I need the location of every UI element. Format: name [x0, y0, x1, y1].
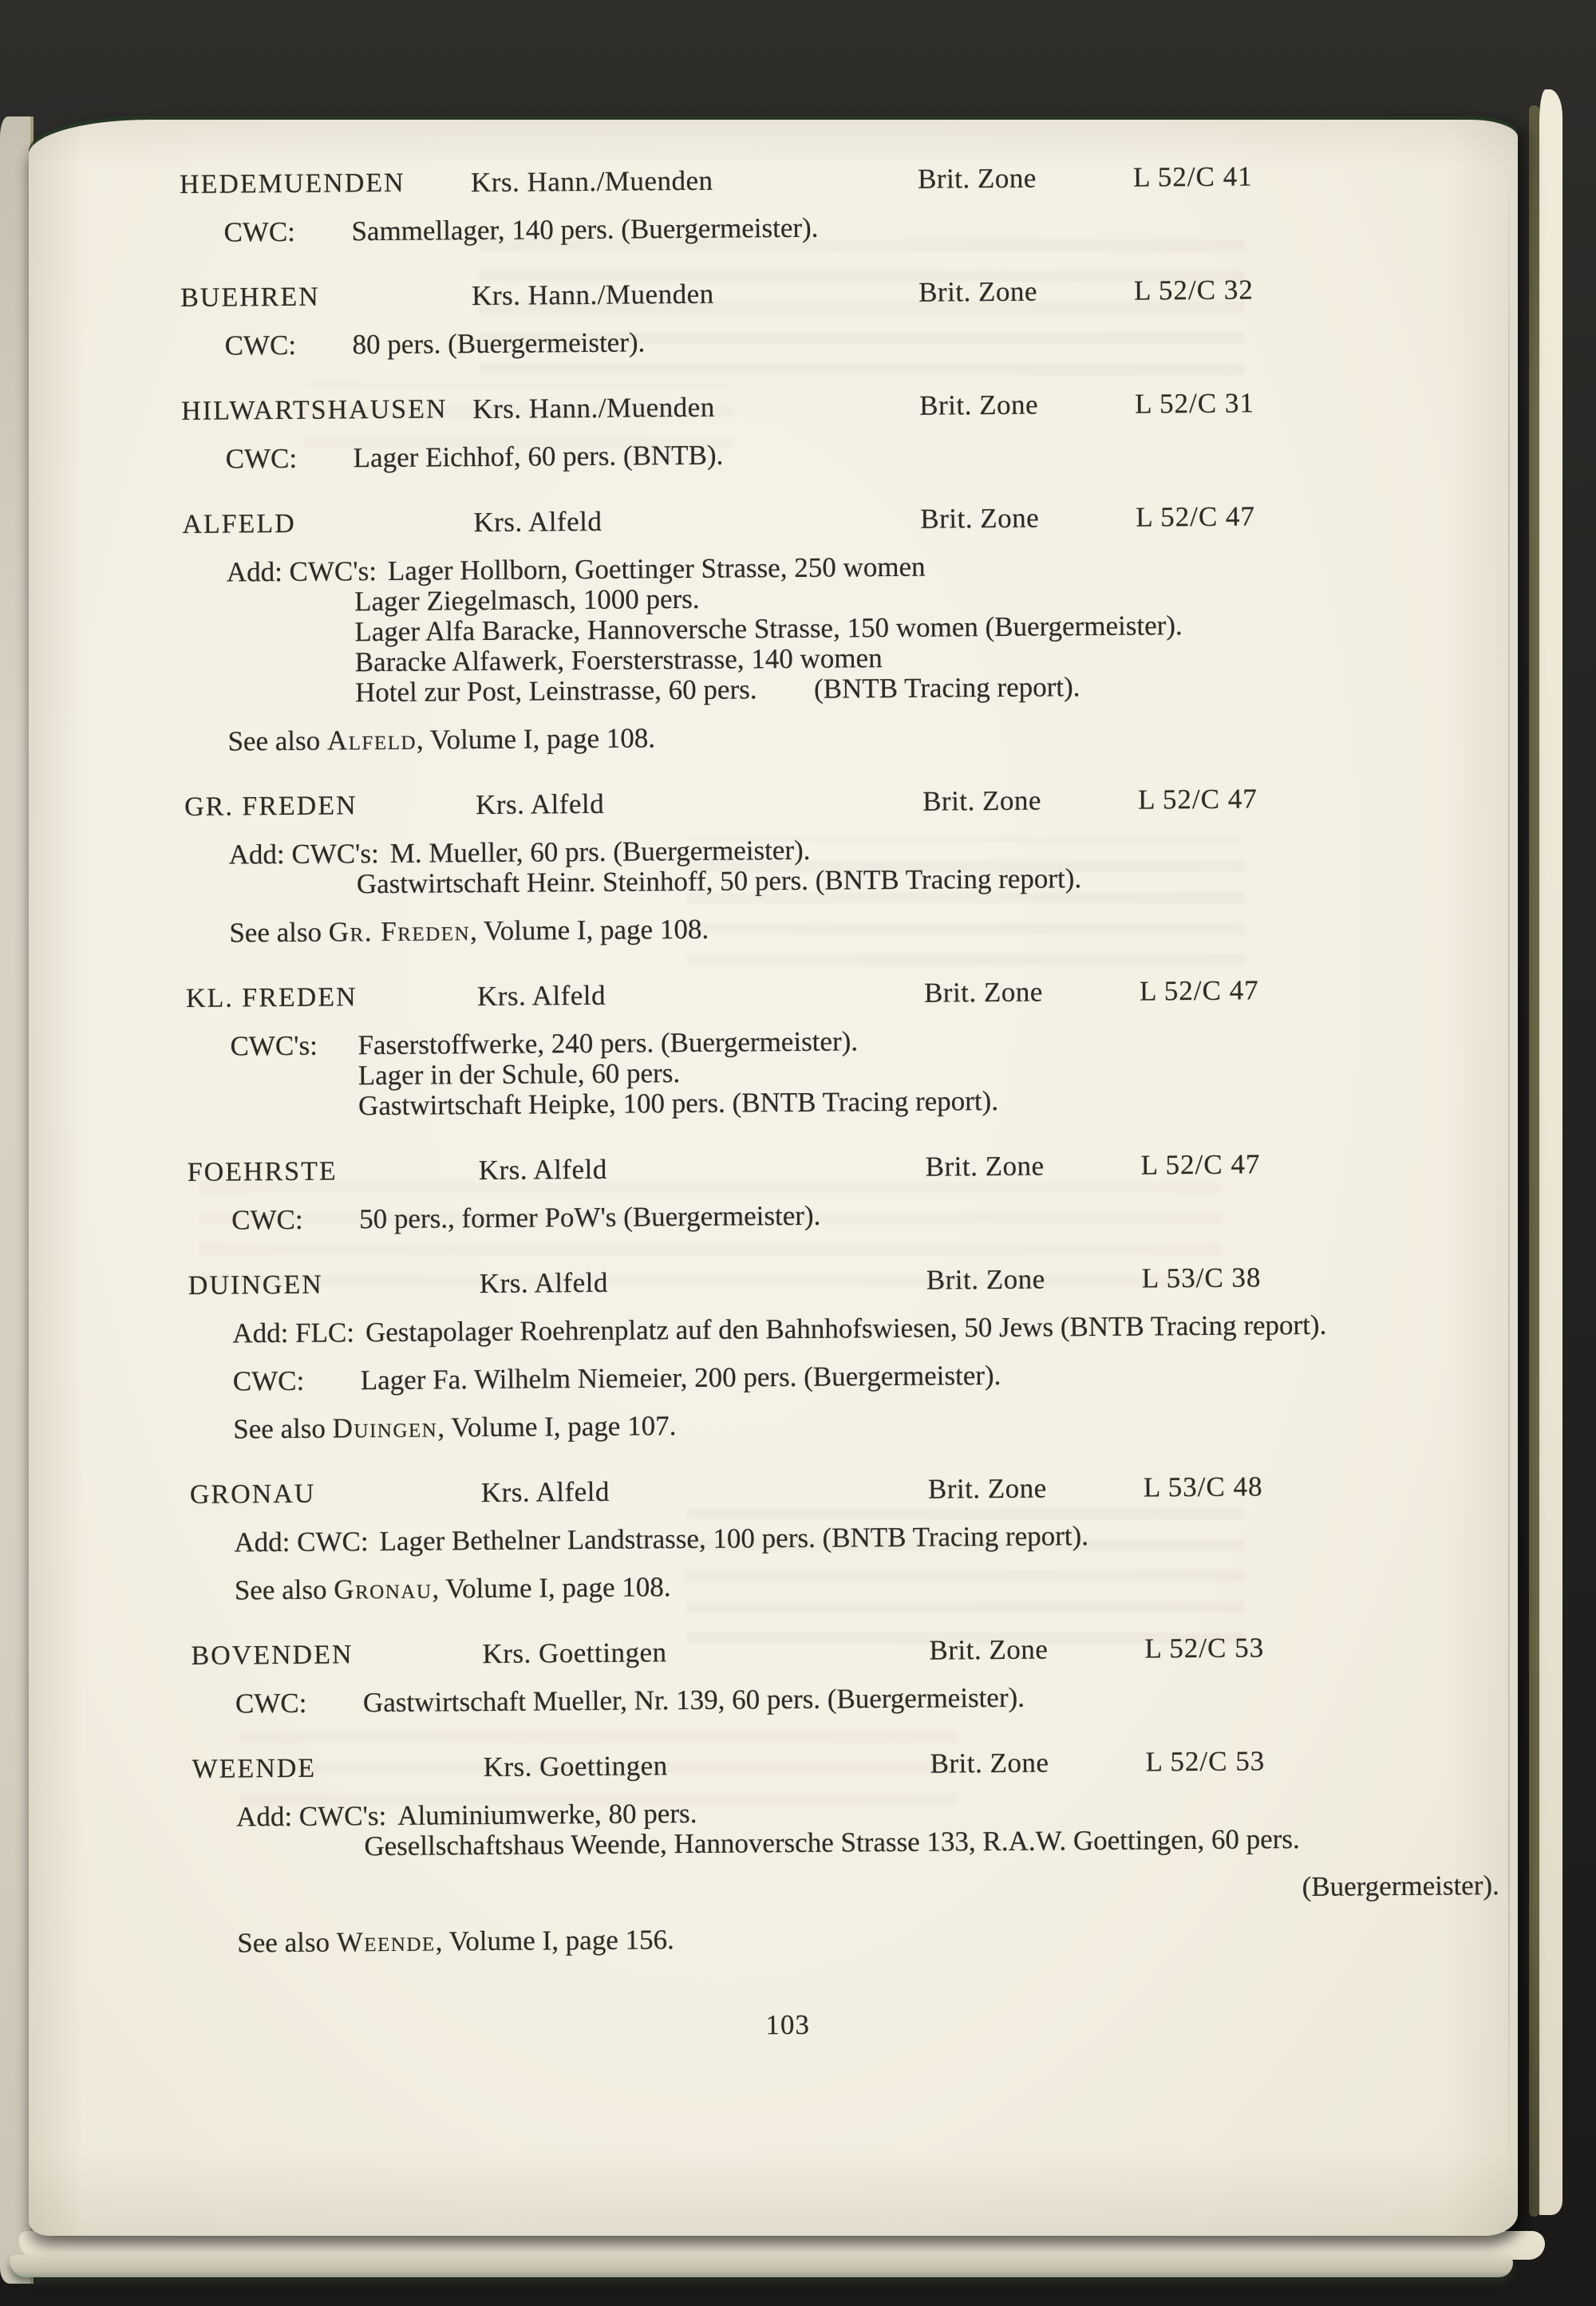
entry-header [40, 1631, 1518, 1673]
entry-line [31, 434, 1518, 476]
see-also-line [40, 1566, 1518, 1608]
line-text: Lager in der Schule, 60 pers. [358, 1057, 681, 1092]
book-cover-edge [1529, 105, 1539, 2217]
entry-zone: Brit. Zone [923, 976, 1044, 1009]
line-label: CWC: [232, 1364, 305, 1397]
line-text: Lager Hollborn, Goettinger Strasse, 250 women [387, 551, 926, 586]
entry-code: L 52/C 31 [1135, 387, 1255, 420]
see-also-prefix: See also [227, 725, 328, 757]
directory-entry [37, 1147, 1518, 1238]
line-label: CWC: [231, 1203, 303, 1236]
line-label: Add: CWC's: [235, 1800, 387, 1833]
entry-header [38, 1261, 1518, 1303]
entry-header [30, 273, 1518, 315]
line-label: Add: CWC: [234, 1526, 369, 1558]
entry-district: Krs. Alfeld [479, 1266, 609, 1300]
entry-district: Krs. Alfeld [478, 1153, 607, 1187]
entry-code: L 52/C 53 [1145, 1745, 1266, 1778]
line-text: 50 pers., former PoW's (Buergermeister). [359, 1199, 821, 1235]
entry-code: L 52/C 53 [1144, 1632, 1265, 1664]
line-label: CWC's: [230, 1029, 318, 1062]
line-text: 80 pers. (Buergermeister). [352, 326, 646, 361]
see-also-line [33, 717, 1518, 759]
page-content [29, 120, 1518, 2046]
line-text: Lager Fa. Wilhelm Niemeier, 200 pers. (Buergermeister). [360, 1359, 1001, 1396]
book-page [29, 120, 1518, 2236]
entry-header [39, 1470, 1518, 1512]
entry-header [34, 782, 1518, 824]
entry-zone: Brit. Zone [917, 162, 1037, 195]
directory-entry [41, 1744, 1518, 1960]
directory-entry [34, 782, 1518, 950]
see-also-prefix: See also [234, 1574, 334, 1606]
entry-district: Krs. Goettingen [482, 1637, 667, 1670]
line-label: Add: CWC's: [228, 838, 379, 871]
entry-line [29, 207, 1518, 250]
entry-header [29, 160, 1518, 202]
entry-town: HILWARTSHAUSEN [181, 394, 448, 426]
entry-district: Krs. Alfeld [480, 1475, 610, 1509]
see-also-town: Duingen [332, 1412, 438, 1444]
directory-entry [35, 973, 1518, 1124]
entry-line [39, 1518, 1518, 1560]
directory-entry [31, 500, 1518, 759]
entry-town: GRONAU [189, 1479, 316, 1510]
see-also-town: Weende [336, 1925, 436, 1958]
see-also-prefix: See also [229, 916, 329, 949]
entry-line [37, 1195, 1518, 1238]
entry-code: L 52/C 41 [1132, 160, 1253, 193]
entry-town: GR. FREDEN [184, 791, 358, 822]
line-text: Lager Bethelner Landstrasse, 100 pers. (BNTB Tracing report). [379, 1520, 1089, 1558]
line-text: Hotel zur Post, Leinstrasse, 60 pers. [354, 673, 757, 709]
entry-district: Krs. Goettingen [483, 1750, 668, 1783]
see-also-line [38, 1404, 1518, 1447]
entry-line [30, 321, 1518, 363]
line-text: Aluminiumwerke, 80 pers. [397, 1797, 697, 1831]
fore-edge-pages [1539, 89, 1562, 2215]
line-label: CWC: [225, 442, 298, 475]
line-label: Add: FLC: [232, 1317, 355, 1349]
entry-header [31, 500, 1518, 542]
see-also-suffix: , Volume I, page 108. [432, 1571, 671, 1605]
entry-town: BUEHREN [180, 282, 320, 313]
bottom-page-stack [10, 2255, 1513, 2277]
see-also-town: Alfeld [326, 724, 417, 756]
directory-entry [30, 386, 1518, 476]
directory-entry [29, 160, 1518, 250]
line-text: Gastwirtschaft Mueller, Nr. 139, 60 pers. (Buergermeister). [362, 1681, 1025, 1719]
entry-town: BOVENDEN [191, 1640, 354, 1671]
see-also-town: Gr. Freden [328, 915, 471, 948]
page-number: 103 [765, 2008, 811, 2041]
entry-district: Krs. Hann./Muenden [471, 278, 714, 312]
entry-line [42, 1870, 1518, 1913]
entry-zone: Brit. Zone [919, 389, 1039, 421]
see-also-suffix: , Volume I, page 107. [437, 1410, 677, 1443]
line-text: Lager Ziegelmasch, 1000 pers. [354, 582, 700, 618]
see-also-prefix: See also [233, 1412, 333, 1445]
line-text: Gestapolager Roehrenplatz auf den Bahnhofswiesen, 50 Jews (BNTB Tracing report). [365, 1309, 1327, 1348]
line-text: Faserstoffwerke, 240 pers. (Buergermeister). [358, 1025, 859, 1061]
see-also-suffix: , Volume I, page 156. [435, 1924, 674, 1957]
entry-zone: Brit. Zone [925, 1150, 1045, 1183]
line-label: Add: CWC's: [226, 555, 377, 588]
line-label: CWC: [224, 329, 297, 361]
see-also-suffix: , Volume I, page 108. [469, 913, 709, 947]
entry-zone: Brit. Zone [922, 784, 1042, 817]
entry-header [30, 386, 1518, 428]
entry-code: L 52/C 47 [1140, 1148, 1261, 1181]
entry-town: WEENDE [192, 1753, 317, 1784]
entry-district: Krs. Alfeld [475, 788, 605, 821]
entry-code: L 52/C 47 [1139, 974, 1259, 1007]
see-also-suffix: , Volume I, page 108. [416, 722, 656, 756]
see-also-prefix: See also [237, 1926, 337, 1959]
entry-line [38, 1309, 1518, 1351]
entry-district: Krs. Alfeld [476, 979, 606, 1013]
see-also-line [34, 908, 1518, 950]
directory-entry [39, 1470, 1518, 1608]
entry-code: L 52/C 32 [1133, 274, 1254, 306]
entry-line [41, 1679, 1518, 1721]
entry-town: HEDEMUENDEN [179, 168, 405, 199]
line-note: (BNTB Tracing report). [813, 671, 1080, 705]
see-also-line [42, 1918, 1518, 1960]
directory-entry [40, 1631, 1518, 1721]
line-text: Lager Alfa Baracke, Hannoversche Strasse, 150 women (Buergermeister). [354, 610, 1183, 648]
entry-district: Krs. Alfeld [473, 505, 602, 539]
entry-town: ALFELD [182, 508, 296, 539]
directory-entry [30, 273, 1518, 363]
line-label: CWC: [223, 215, 296, 248]
entry-zone: Brit. Zone [930, 1747, 1049, 1779]
entries [29, 160, 1518, 1960]
entry-zone: Brit. Zone [927, 1472, 1047, 1505]
line-text: Gesellschaftshaus Weende, Hannoversche Strasse 133, R.A.W. Goettingen, 60 pers. [364, 1823, 1300, 1862]
entry-zone: Brit. Zone [918, 275, 1038, 308]
entry-line [38, 1356, 1518, 1399]
line-label: CWC: [235, 1687, 307, 1720]
line-text: Baracke Alfawerk, Foersterstrasse, 140 women [354, 642, 883, 678]
entry-code: L 53/C 48 [1143, 1471, 1263, 1503]
line-text: Gastwirtschaft Heinr. Steinhoff, 50 pers. (BNTB Tracing report). [356, 863, 1082, 900]
entry-code: L 53/C 38 [1141, 1262, 1262, 1294]
line-text: Gastwirtschaft Heipke, 100 pers. (BNTB Tracing report). [358, 1084, 999, 1122]
entry-code: L 52/C 47 [1136, 500, 1256, 533]
entry-code: L 52/C 47 [1137, 783, 1258, 815]
directory-entry [38, 1261, 1518, 1447]
entry-district: Krs. Hann./Muenden [472, 391, 715, 425]
line-text: Lager Eichhof, 60 pers. (BNTB). [353, 439, 724, 474]
line-text: (Buergermeister). [1302, 1870, 1499, 1903]
entry-town: KL. FREDEN [185, 982, 358, 1013]
entry-district: Krs. Hann./Muenden [470, 164, 713, 199]
line-text: M. Mueller, 60 prs. (Buergermeister). [389, 834, 811, 869]
line-text: Sammellager, 140 pers. (Buergermeister). [351, 211, 819, 247]
entry-town: DUINGEN [188, 1269, 323, 1301]
entry-town: FOEHRSTE [187, 1156, 338, 1187]
entry-header [41, 1744, 1518, 1787]
entry-zone: Brit. Zone [926, 1263, 1045, 1296]
entry-header [37, 1147, 1518, 1190]
see-also-town: Gronau [334, 1573, 433, 1605]
entry-zone: Brit. Zone [920, 502, 1040, 535]
entry-zone: Brit. Zone [929, 1633, 1049, 1666]
entry-header [35, 973, 1518, 1016]
